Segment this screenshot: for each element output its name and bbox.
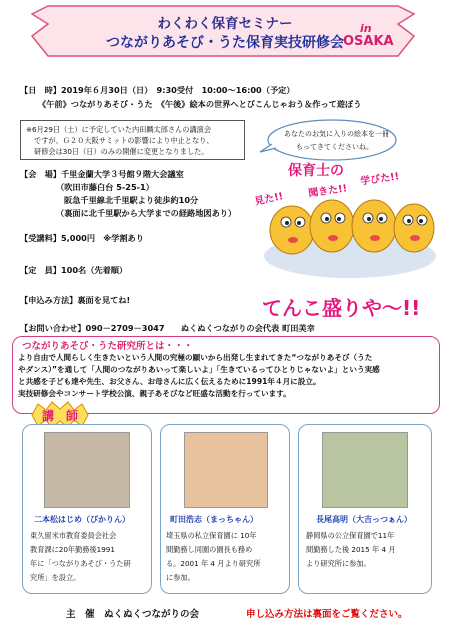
lecturer-desc-1-2: 教育課に20年勤務後1991 bbox=[30, 545, 115, 554]
venue-line-1: 【会 場】千里金蘭大学３号館９階大会議室 bbox=[20, 169, 184, 179]
host-line: 主 催 ぬくぬくつながりの会 bbox=[66, 609, 200, 620]
lecturer-name-3: 長尾高明（大吉っつぁん） bbox=[316, 515, 412, 524]
seminar-title: わくわく保育セミナー bbox=[157, 16, 293, 32]
lecturer-desc-1-3: 年に「つながりあそび・うた研 bbox=[30, 559, 131, 568]
contact-line: 【お問い合わせ】090－2709－3047 ぬくぬくつながりの会代表 町田美幸 bbox=[20, 323, 315, 333]
venue-line-2: （吹田市藤白台 5-25-1） bbox=[56, 182, 154, 192]
lecturer-desc-1-4: 究所」を設立。 bbox=[30, 573, 81, 582]
bubble-line-1: あなたのお気に入りの絵本を一冊 bbox=[284, 130, 389, 138]
lecturer-name-2: 町田浩志（まっちゃん） bbox=[170, 515, 258, 524]
speech-bubble bbox=[258, 118, 398, 162]
notice-line-1: ※6月29日（土）に予定していた内田麟太郎さんの講演会 bbox=[26, 125, 212, 134]
apply-line: 【申込み方法】裏面を見てね! bbox=[20, 295, 131, 305]
apply-notice: 申し込み方法は裏面をご覧ください。 bbox=[246, 609, 408, 620]
lecturer-desc-3-3: より研究所に参加。 bbox=[306, 559, 371, 568]
lecturer-photo-2 bbox=[184, 432, 268, 508]
lecturer-desc-2-4: に参加。 bbox=[166, 573, 195, 582]
mananda-text: 学びた!! bbox=[359, 171, 400, 188]
notice-line-3: 研修会は30日（日）のみの開催に変更となりました。 bbox=[34, 147, 209, 156]
venue-line-4: （裏面に北千里駅から大学までの経路地図あり） bbox=[56, 208, 237, 218]
bubble-line-2: もってきてくださいね。 bbox=[296, 143, 373, 151]
venue-line-3: 阪急千里線北千里駅より徒歩約10分 bbox=[64, 195, 199, 205]
in-label: in bbox=[360, 22, 372, 35]
osaka-label: OSAKA bbox=[343, 34, 394, 49]
fee-line: 【受講料】5,000円 ※学割あり bbox=[20, 233, 144, 243]
lecturer-photo-3 bbox=[322, 432, 408, 508]
lab-line-1: より自由で人間らしく生きたいという人間の究極の願いから出発し生まれてきた“つながりあそび（うた bbox=[18, 353, 373, 362]
mita-text: 見た!! bbox=[253, 191, 285, 208]
lecturer-desc-2-1: 埼玉県の私立保育園に 10年 bbox=[166, 531, 257, 540]
cancellation-notice bbox=[20, 120, 245, 160]
lecturer-name-1: 二本松はじめ（ぴかりん） bbox=[34, 515, 130, 524]
lecturer-desc-2-2: 間勤務し同園の園長も務め bbox=[166, 545, 253, 554]
tenkomori-text: てんこ盛りや～!! bbox=[262, 296, 421, 320]
lecturer-desc-1-1: 東久留米市教育委員会社会 bbox=[30, 531, 117, 540]
lecturer-desc-3-2: 間勤務した後 2015 年 4 月 bbox=[306, 545, 396, 554]
lecturer-photo-1 bbox=[44, 432, 130, 508]
lab-line-2: やダンス）”を通して「人間のつながりあいって楽しいよ」「生きているってひとりじゃないよ」という実感 bbox=[18, 365, 380, 374]
lecturer-desc-3-1: 静岡県の公立保育園で11年 bbox=[306, 531, 395, 540]
seminar-subtitle: つながりあそび・うた保育実技研修会 bbox=[106, 35, 344, 51]
kiita-text: 聞きた!! bbox=[307, 183, 348, 200]
program-line: 《午前》つながりあそび・うた 《午後》絵本の世界へとびこんじゃおう＆作って遊ぼう bbox=[38, 99, 362, 109]
hoikushi-text: 保育士の bbox=[288, 163, 344, 179]
capacity-line: 【定 員】100名（先着順） bbox=[20, 265, 128, 275]
lecturer-desc-2-3: る。2001 年 4 月より研究所 bbox=[166, 559, 261, 568]
lab-line-3: と共感を子ども達や先生、お父さん、お母さんに広く伝えるために1991年４月に設立。 bbox=[18, 377, 321, 386]
notice-line-2: ですが、Ｇ２０大阪サミットの影響により中止となり、 bbox=[34, 136, 214, 145]
lab-line-4: 実技研修会やコンサート学校公演、親子あそびなど旺盛な活動を行っています。 bbox=[18, 389, 291, 398]
lab-heading: つながりあそび・うた研究所とは・・・ bbox=[22, 341, 194, 352]
date-line: 【日 時】2019年６月30日（日） 9:30受付 10:00～16:00（予定） bbox=[20, 85, 295, 95]
lecturer-label: 講 師 bbox=[42, 409, 79, 423]
